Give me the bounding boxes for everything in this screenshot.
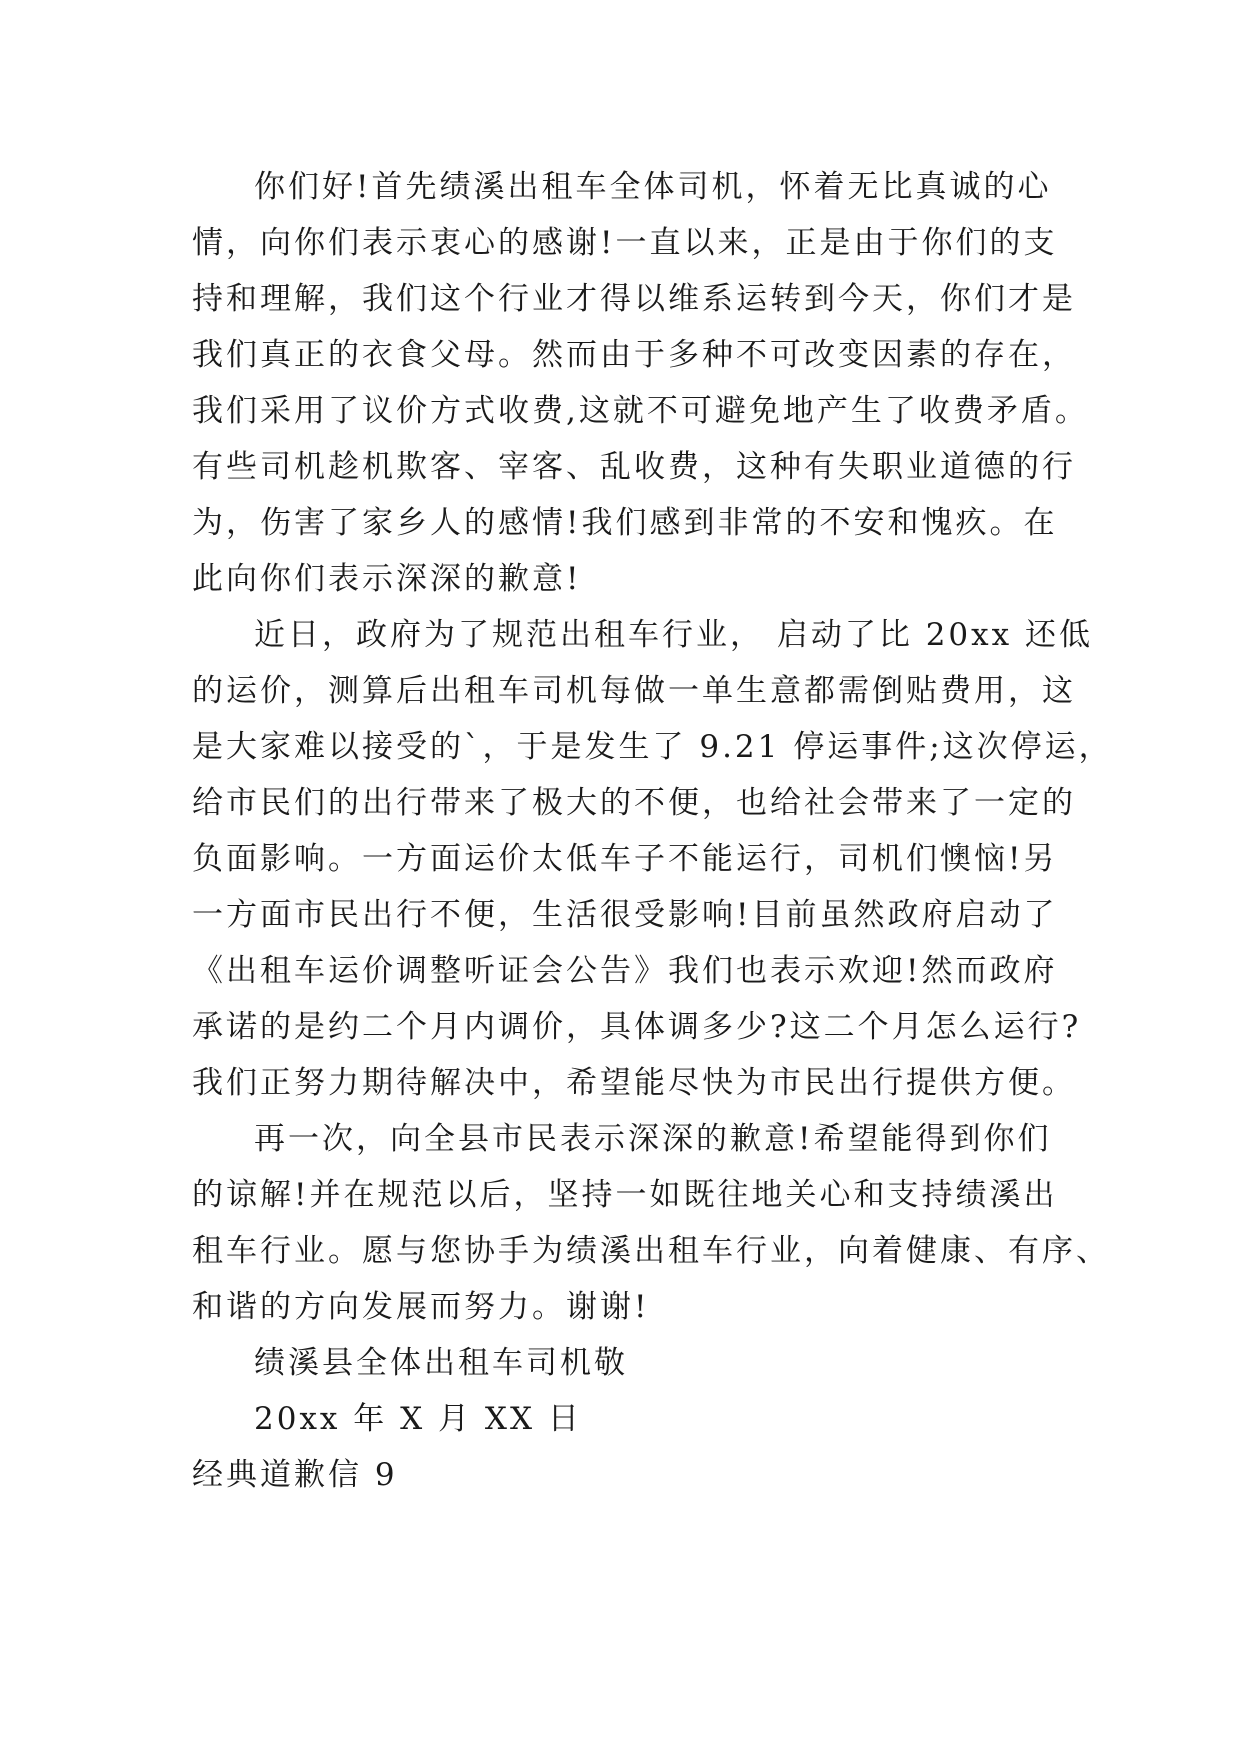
paragraph-1-line-5: 我们采用了议价方式收费,这就不可避免地产生了收费矛盾。 — [192, 393, 1089, 429]
section-heading: 经典道歉信 9 — [192, 1457, 398, 1493]
paragraph-1-line-2: 情，向你们表示衷心的感谢!一直以来，正是由于你们的支 — [192, 225, 1058, 261]
paragraph-3-line-1: 再一次，向全县市民表示深深的歉意!希望能得到你们 — [254, 1121, 1052, 1157]
signature: 绩溪县全体出租车司机敬 — [254, 1345, 628, 1381]
paragraph-1-line-7: 为，伤害了家乡人的感情!我们感到非常的不安和愧疚。在 — [192, 505, 1058, 541]
paragraph-2-line-2: 的运价，测算后出租车司机每做一单生意都需倒贴费用，这 — [192, 673, 1076, 709]
date-line: 20xx 年 X 月 XX 日 — [254, 1401, 582, 1437]
paragraph-1-line-1: 你们好!首先绩溪出租车全体司机，怀着无比真诚的心 — [254, 169, 1052, 205]
paragraph-2-line-8: 承诺的是约二个月内调价，具体调多少?这二个月怎么运行? — [192, 1009, 1082, 1045]
paragraph-2-line-6: 一方面市民出行不便，生活很受影响!目前虽然政府启动了 — [192, 897, 1058, 933]
paragraph-2-line-4: 给市民们的出行带来了极大的不便，也给社会带来了一定的 — [192, 785, 1076, 821]
paragraph-1-line-3: 持和理解，我们这个行业才得以维系运转到今天，你们才是 — [192, 281, 1076, 317]
paragraph-1-line-6: 有些司机趁机欺客、宰客、乱收费，这种有失职业道德的行 — [192, 449, 1076, 485]
paragraph-3-line-2: 的谅解!并在规范以后，坚持一如既往地关心和支持绩溪出 — [192, 1177, 1058, 1213]
paragraph-3-line-4: 和谐的方向发展而努力。谢谢! — [192, 1289, 650, 1325]
paragraph-2-line-3: 是大家难以接受的`，于是发生了 9.21 停运事件;这次停运， — [192, 729, 1113, 765]
paragraph-1-line-8: 此向你们表示深深的歉意! — [192, 561, 582, 597]
paragraph-2-line-7: 《出租车运价调整听证会公告》我们也表示欢迎!然而政府 — [192, 953, 1058, 989]
paragraph-2-line-1: 近日，政府为了规范出租车行业， 启动了比 20xx 还低 — [254, 617, 1093, 653]
paragraph-2-line-9: 我们正努力期待解决中，希望能尽快为市民出行提供方便。 — [192, 1065, 1076, 1101]
paragraph-3-line-3: 租车行业。愿与您协手为绩溪出租车行业，向着健康、有序、 — [192, 1233, 1110, 1269]
paragraph-2-line-5: 负面影响。一方面运价太低车子不能运行，司机们懊恼!另 — [192, 841, 1058, 877]
paragraph-1-line-4: 我们真正的衣食父母。然而由于多种不可改变因素的存在， — [192, 337, 1076, 373]
